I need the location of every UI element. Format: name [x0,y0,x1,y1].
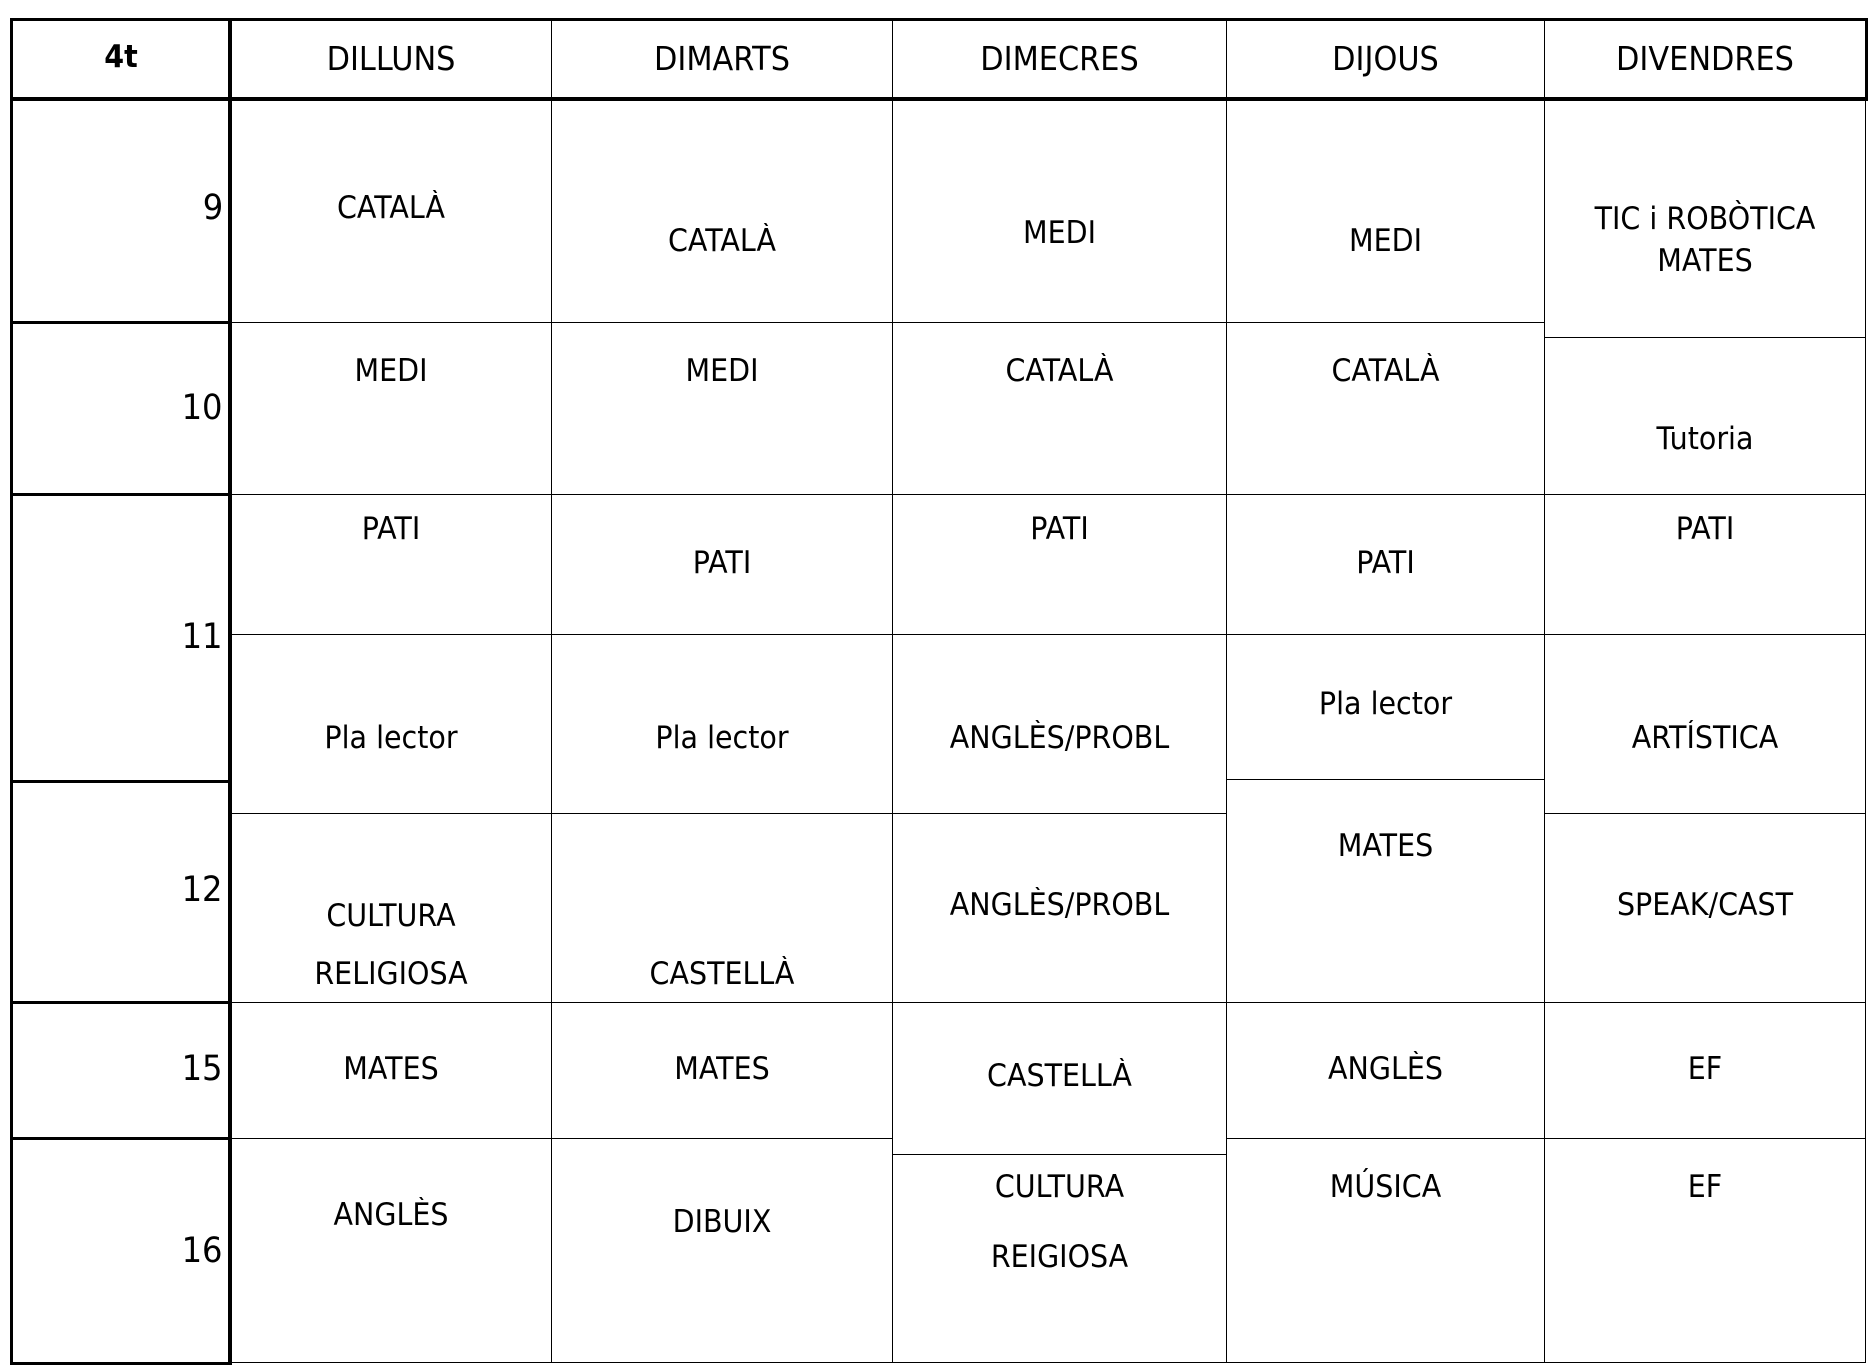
subject-label: TIC i ROBÒTICA [1594,201,1816,237]
lesson-cell [1544,494,1866,635]
border-line [10,18,13,1365]
lesson-cell [230,634,552,814]
time-label: 11 [182,617,223,657]
day-header-thursday [1226,20,1545,100]
lesson-cell [1544,99,1866,338]
subject-label: PATI [1030,511,1089,547]
subject-label: MATES [674,1051,770,1087]
subject-label: EF [1687,1169,1723,1205]
day-label: DIMARTS [653,39,790,78]
subject-label: CULTURA [326,898,456,934]
subject-label: ANGLÈS [1328,1051,1443,1087]
time-label: 12 [182,870,223,910]
lesson-cell [1226,322,1545,495]
subject-label: RELIGIOSA [314,956,468,992]
subject-label: CASTELLÀ [649,956,795,992]
subject-label: CASTELLÀ [987,1058,1132,1094]
day-header-friday [1544,20,1866,100]
subject-label: MATES [1337,828,1434,864]
day-header-monday [230,20,552,100]
lesson-cell [230,99,552,323]
lesson-cell [892,494,1227,635]
lesson-cell [1226,99,1545,323]
border-line [10,321,231,324]
subject-label: CATALÀ [337,190,445,226]
border-line [10,97,1868,101]
lesson-cell [551,494,893,635]
lesson-cell [551,1002,893,1139]
subject-label: MEDI [354,353,428,389]
border-line [10,1362,231,1365]
time-cell-10 [12,322,230,495]
lesson-cell [1226,1138,1545,1363]
border-line [10,1001,231,1004]
subject-label: ANGLÈS [333,1197,449,1233]
border-line [10,780,231,783]
subject-label: DIBUIX [672,1204,772,1240]
time-cell-15 [12,1002,230,1139]
subject-label: REIGIOSA [990,1239,1129,1275]
subject-label: Pla lector [324,720,458,756]
subject-label: ANGLÈS/PROBL [949,720,1170,756]
lesson-cell [892,634,1227,814]
subject-label: ANGLÈS/PROBL [949,887,1170,923]
day-label: DIVENDRES [1616,39,1794,78]
lesson-cell [892,1154,1227,1363]
border-line [1865,18,1868,100]
lesson-cell [1544,634,1866,814]
subject-label: CATALÀ [668,223,776,259]
time-label: 16 [182,1231,223,1271]
subject-label: PATI [1675,511,1735,547]
lesson-cell [230,322,552,495]
subject-label: ARTÍSTICA [1631,720,1779,756]
lesson-cell [1544,337,1866,495]
border-line [10,18,1868,21]
lesson-cell [1226,634,1545,780]
lesson-cell [551,634,893,814]
subject-label: Pla lector [1318,686,1453,722]
subject-label: Tutoria [1656,421,1754,457]
lesson-cell [892,322,1227,495]
subject-label: CATALÀ [1005,353,1114,389]
subject-label: MATES [343,1051,439,1087]
lesson-cell [230,494,552,635]
subject-label: MEDI [1348,223,1422,259]
lesson-cell [551,99,893,323]
time-cell-11 [12,494,230,782]
border-line [228,18,232,1365]
time-label: 9 [202,188,223,228]
lesson-cell [551,322,893,495]
subject-label: PATI [361,511,421,547]
subject-label: CATALÀ [1331,353,1440,389]
lesson-cell [1544,1138,1866,1363]
lesson-cell [1226,1002,1545,1139]
border-line [10,493,231,496]
subject-label: SPEAK/CAST [1616,887,1794,923]
subject-label: MATES [1657,243,1753,279]
subject-label: MÚSICA [1329,1169,1442,1205]
subject-label: MEDI [685,353,759,389]
subject-label: CULTURA [994,1169,1125,1205]
lesson-cell [230,1002,552,1139]
time-label: 10 [182,388,223,428]
lesson-cell [892,1002,1227,1155]
lesson-cell [892,813,1227,1003]
day-header-tuesday [551,20,893,100]
lesson-cell [1544,1002,1866,1139]
subject-label: MEDI [1022,215,1096,251]
corner-cell [12,20,230,100]
time-cell-9 [12,99,230,323]
day-label: DIJOUS [1332,39,1439,78]
time-label: 15 [182,1049,223,1089]
lesson-cell [1226,779,1545,1003]
time-cell-16 [12,1138,230,1363]
subject-label: PATI [1356,545,1415,581]
subject-label: PATI [692,545,752,581]
day-label: DIMECRES [980,39,1139,78]
day-header-wednesday [892,20,1227,100]
border-line [10,1137,231,1140]
lesson-cell [230,1138,552,1363]
subject-label: Pla lector [655,720,789,756]
class-label: 4t [104,39,138,75]
lesson-cell [551,1138,893,1363]
lesson-cell [1544,813,1866,1003]
lesson-cell [551,813,893,1003]
lesson-cell [230,813,552,1003]
subject-label: EF [1687,1051,1723,1087]
time-cell-12 [12,781,230,1003]
day-label: DILLUNS [326,39,456,78]
lesson-cell [1226,494,1545,635]
lesson-cell [892,99,1227,323]
